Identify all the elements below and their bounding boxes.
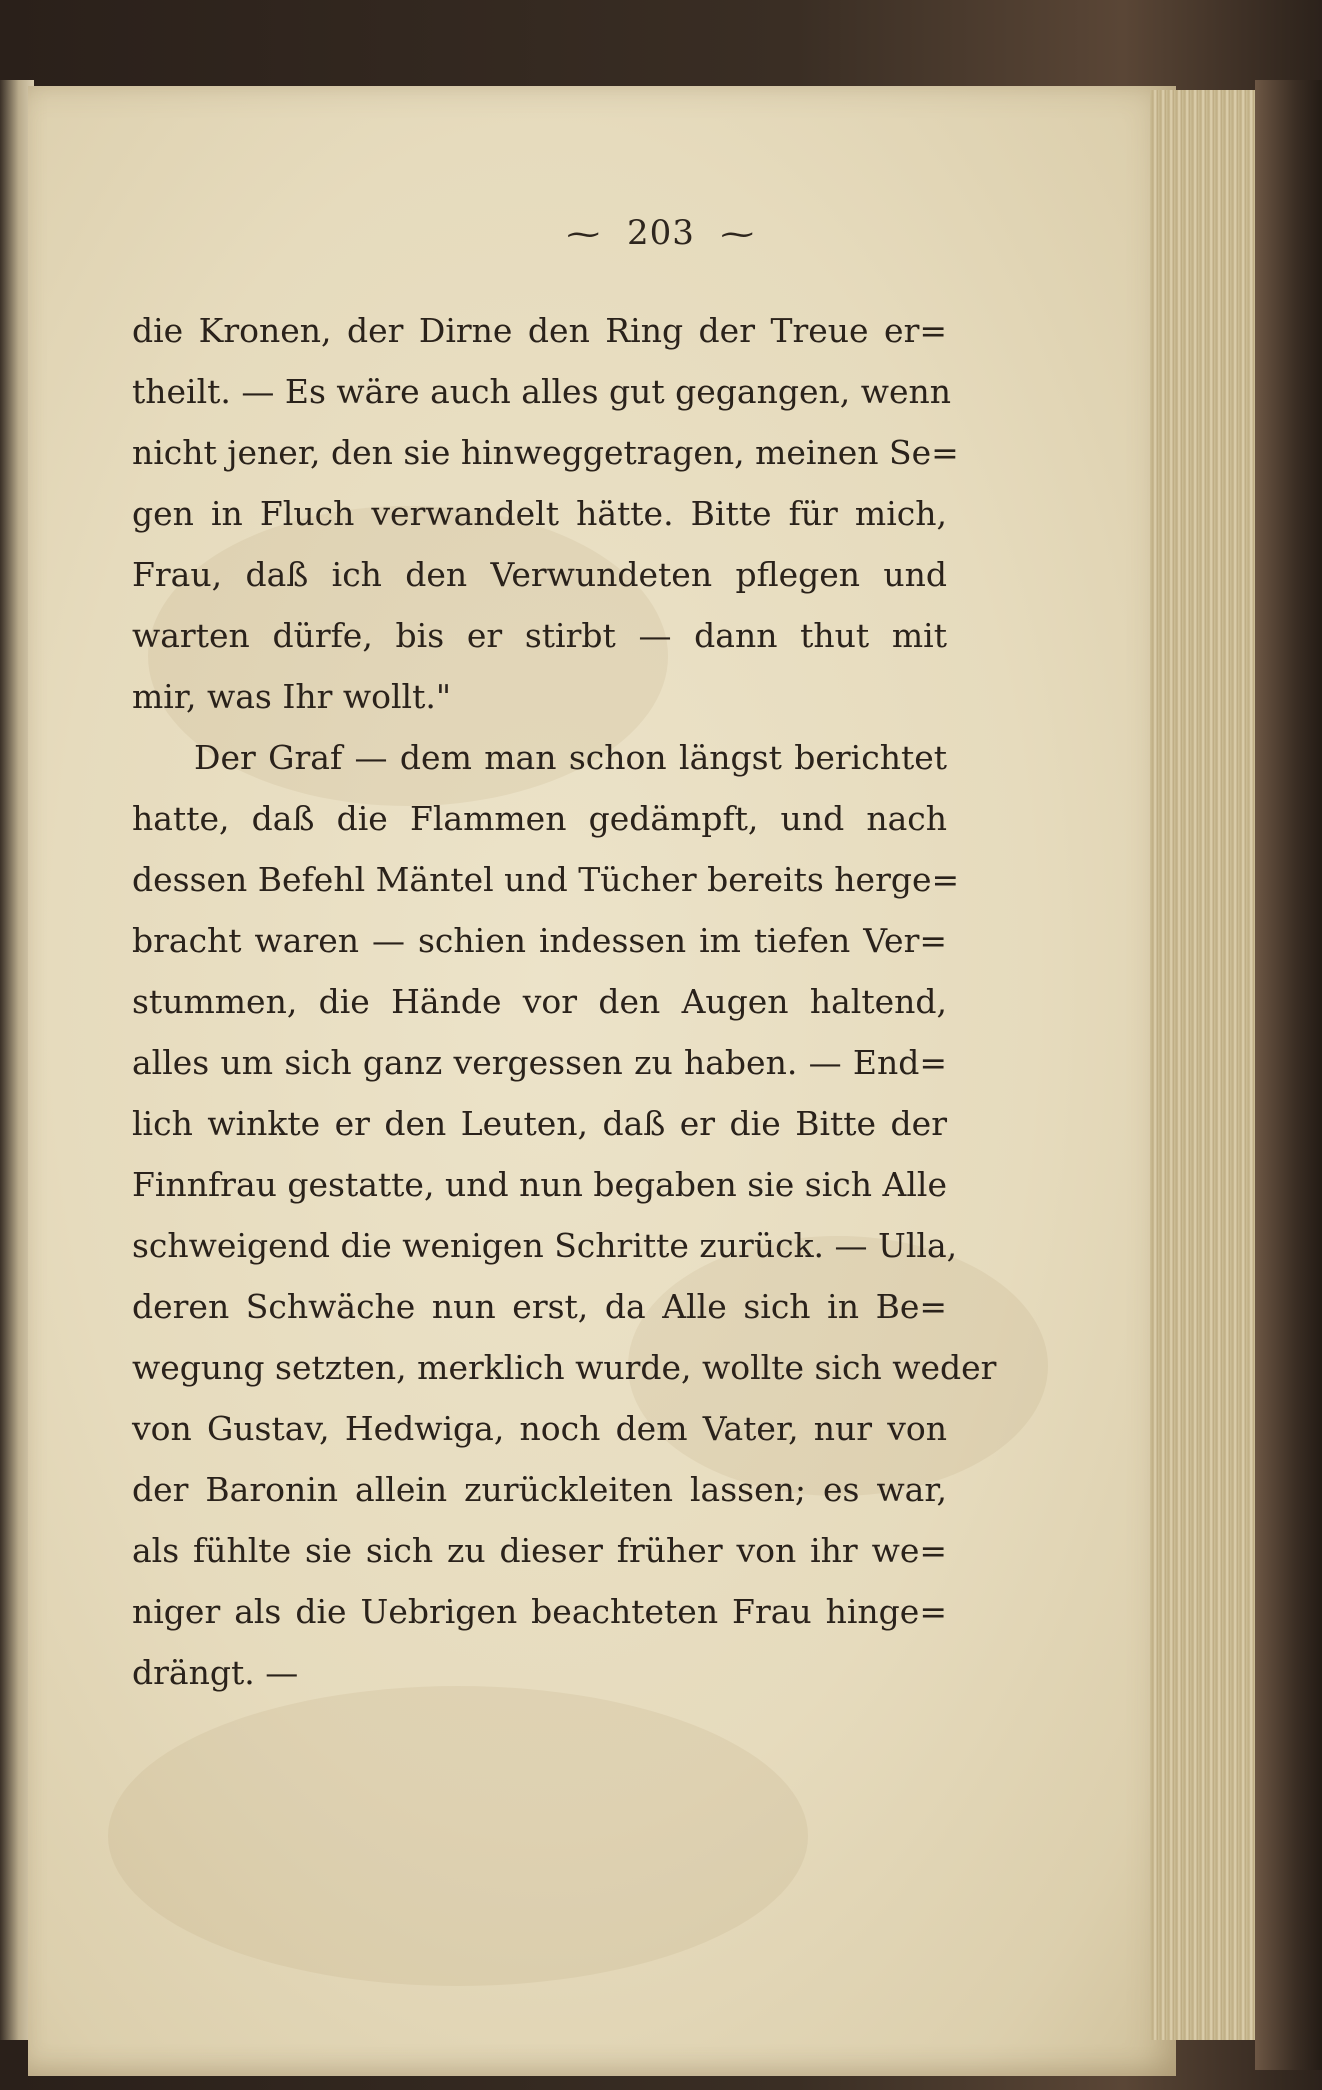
paper-stain <box>108 1686 808 1986</box>
text-line: der Baronin allein zurückleiten lassen; es war, <box>132 1470 947 1509</box>
ornament-left: ~ <box>563 217 606 252</box>
text-line: hatte, daß die Flammen gedämpft, und nach <box>132 799 947 838</box>
text-line: die Kronen, der Dirne den Ring der Treue er= <box>132 311 947 350</box>
text-line: von Gustav, Hedwiga, noch dem Vater, nur von <box>132 1409 947 1448</box>
text-line: Frau, daß ich den Verwundeten pflegen und <box>132 555 947 594</box>
text-line: als fühlte sie sich zu dieser früher von ihr we= <box>132 1531 947 1570</box>
text-line: wegung setzten, merklich wurde, wollte sich weder <box>132 1348 997 1387</box>
page-number: 203 <box>627 213 695 253</box>
page-block-edge <box>1150 90 1270 2040</box>
text-line: lich winkte er den Leuten, daß er die Bitte der <box>132 1104 947 1143</box>
text-line: dessen Befehl Mäntel und Tücher bereits herge= <box>132 860 960 899</box>
text-line: deren Schwäche nun erst, da Alle sich in Be= <box>132 1287 947 1326</box>
text-line: stummen, die Hände vor den Augen haltend, <box>132 982 947 1021</box>
text-line: Finnfrau gestatte, und nun begaben sie sich Alle <box>132 1165 947 1204</box>
text-line: niger als die Uebrigen beachteten Frau hinge= <box>132 1592 947 1631</box>
book-spine-shadow <box>1255 80 1322 2070</box>
text-line: Der Graf — dem man schon längst berichtet <box>194 738 947 777</box>
ornament-right: ~ <box>716 217 759 252</box>
text-line: schweigend die wenigen Schritte zurück. — Ulla, <box>132 1226 958 1265</box>
text-line: gen in Fluch verwandelt hätte. Bitte für mich, <box>132 494 947 533</box>
page-header <box>0 213 1322 253</box>
text-line: mir, was Ihr wollt." <box>132 677 452 716</box>
text-line: theilt. — Es wäre auch alles gut gegangen, wenn <box>132 372 952 411</box>
body-text <box>132 300 997 1703</box>
text-line: drängt. — <box>132 1653 299 1692</box>
text-line: alles um sich ganz vergessen zu haben. — End= <box>132 1043 947 1082</box>
text-line: nicht jener, den sie hinweggetragen, meinen Se= <box>132 433 959 472</box>
text-line: warten dürfe, bis er stirbt — dann thut mit <box>132 616 947 655</box>
text-line: bracht waren — schien indessen im tiefen Ver= <box>132 921 947 960</box>
